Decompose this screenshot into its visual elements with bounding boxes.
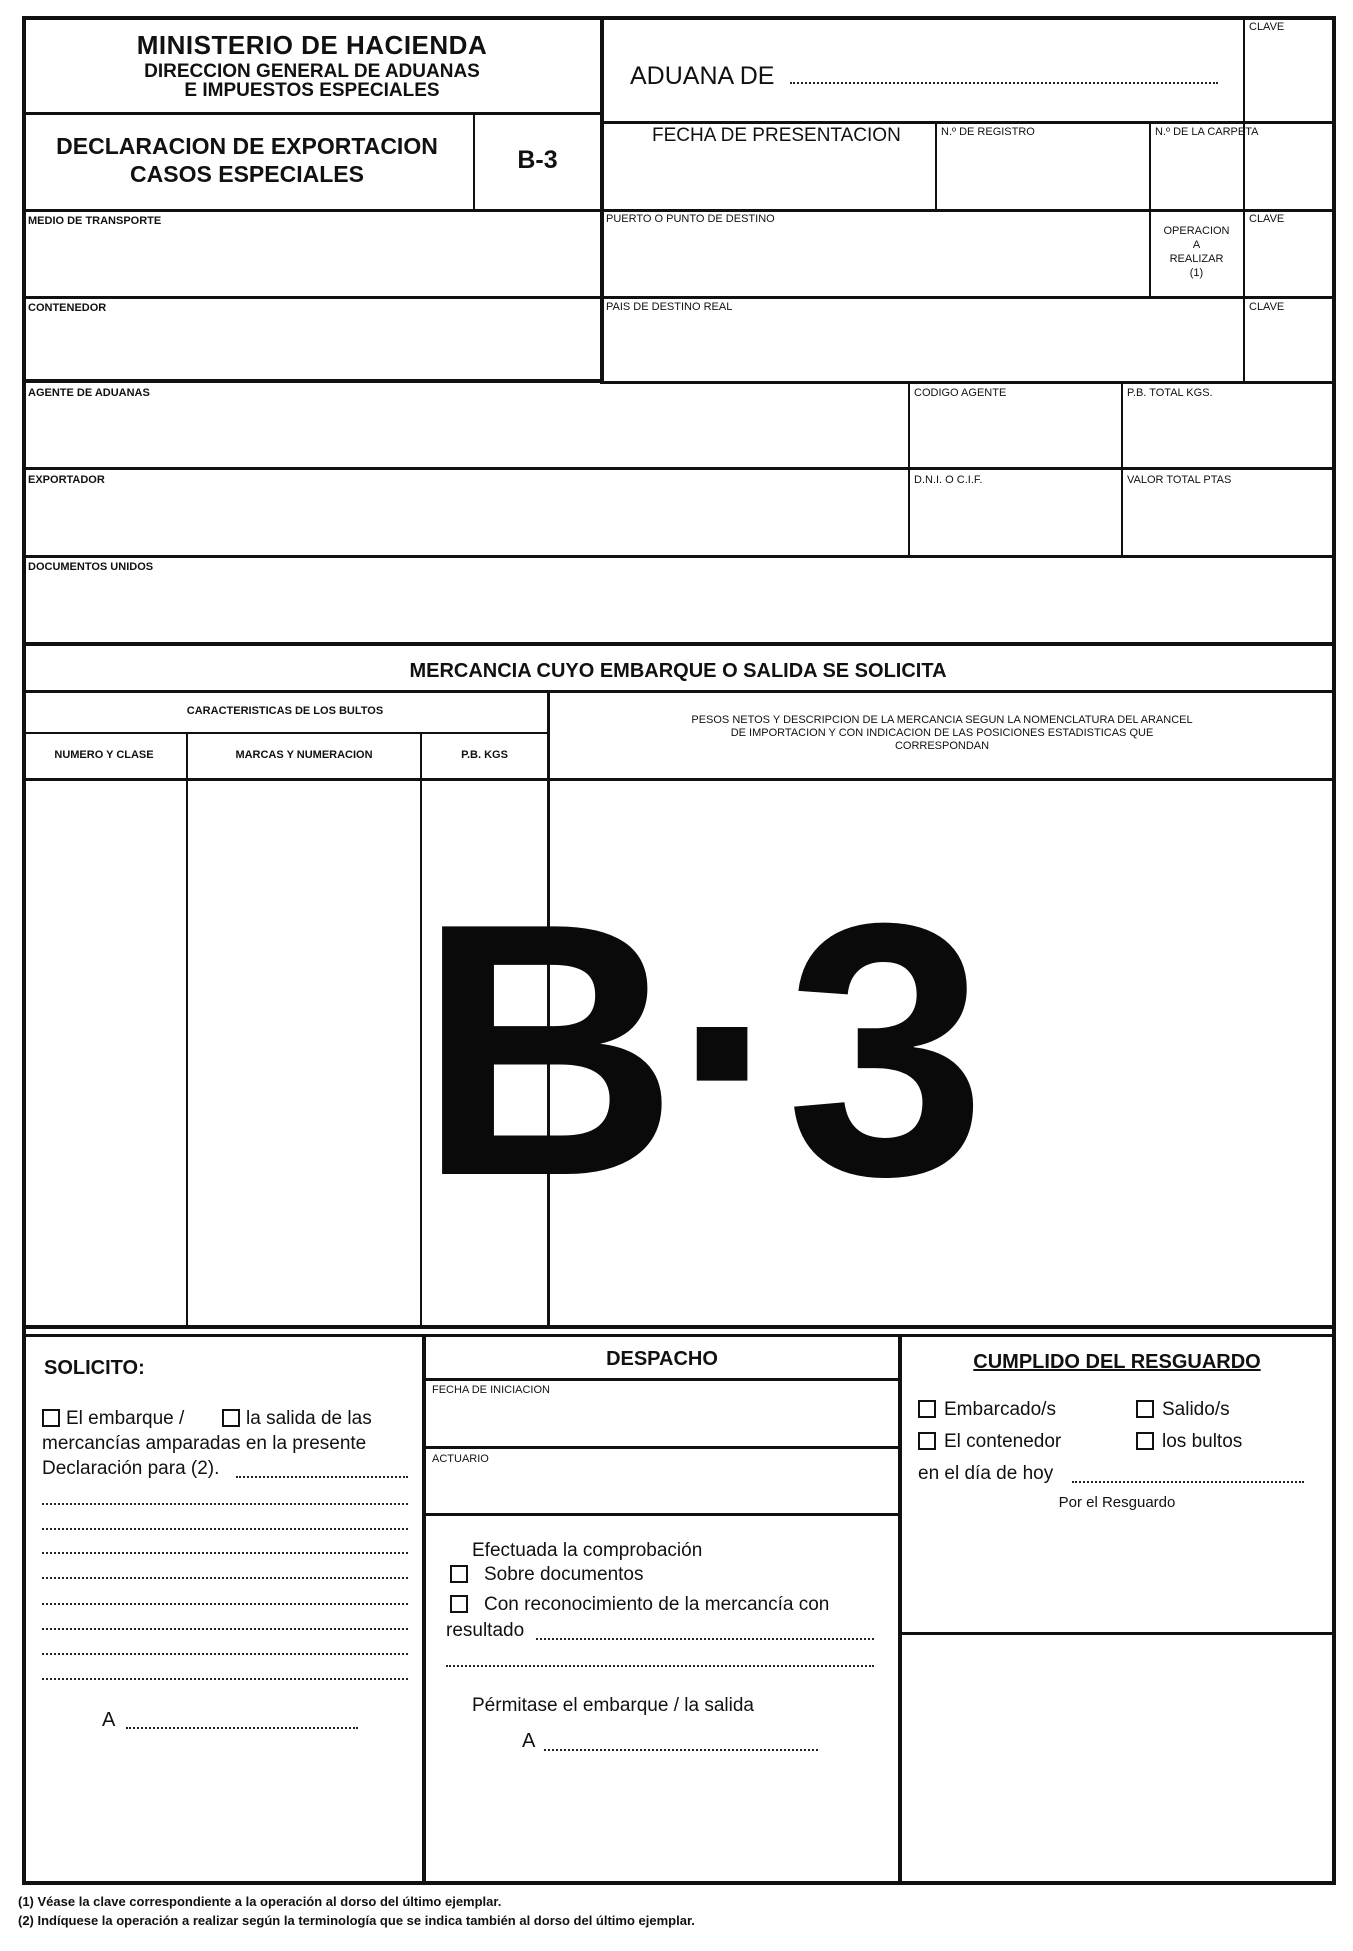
ministry-title: MINISTERIO DE HACIENDA bbox=[136, 30, 488, 60]
embarcado-checkbox[interactable] bbox=[918, 1400, 936, 1418]
con-reconocimiento-checkbox[interactable] bbox=[450, 1595, 468, 1613]
sobre-documentos-label: Sobre documentos bbox=[484, 1564, 644, 1585]
medio-transporte-label: MEDIO DE TRANSPORTE bbox=[28, 215, 162, 227]
row-line-transport bbox=[22, 209, 1334, 212]
carpeta-label: N.º DE LA CARPETA bbox=[1155, 126, 1259, 138]
operacion-label bbox=[1150, 224, 1243, 280]
header-row-line-right bbox=[600, 121, 1334, 124]
caracteristicas-label: CARACTERISTICAS DE LOS BULTOS bbox=[186, 705, 384, 717]
contenedor-checkbox[interactable] bbox=[918, 1432, 936, 1450]
solicito-line-f[interactable] bbox=[42, 1628, 408, 1630]
solicito-line-b[interactable] bbox=[42, 1528, 408, 1530]
dia-hoy-label: en el día de hoy bbox=[918, 1463, 1054, 1484]
puerto-destino-label: PUERTO O PUNTO DE DESTINO bbox=[606, 213, 775, 225]
lower-section-top bbox=[22, 1334, 1336, 1337]
fecha-iniciacion-underline bbox=[424, 1446, 900, 1449]
solicito-line-a[interactable] bbox=[42, 1503, 408, 1505]
contenedor-box-bottom bbox=[22, 379, 604, 383]
efectuada-label: Efectuada la comprobación bbox=[472, 1540, 703, 1561]
aduana-label: ADUANA DE bbox=[630, 62, 775, 90]
despacho-a-input[interactable] bbox=[544, 1749, 818, 1751]
fecha-iniciacion-label: FECHA DE INICIACION bbox=[432, 1384, 550, 1396]
descripcion-line2: DE IMPORTACION Y CON INDICACION DE LAS POSICIONES ESTADISTICAS QUE bbox=[730, 727, 1154, 739]
salido-label: Salido/s bbox=[1162, 1399, 1230, 1420]
clave-label-top: CLAVE bbox=[1249, 21, 1285, 33]
clave-label-pais: CLAVE bbox=[1249, 301, 1285, 313]
embarque-label: El embarque / bbox=[66, 1408, 185, 1429]
col-header-marcas: MARCAS Y NUMERACION bbox=[235, 749, 373, 761]
solicito-destino-input[interactable] bbox=[236, 1476, 408, 1478]
row-line-agente-right bbox=[600, 381, 1334, 384]
form-border-bottom bbox=[22, 1881, 1336, 1885]
directorate-line-2: E IMPUESTOS ESPECIALES bbox=[184, 80, 440, 101]
clave-col-divider bbox=[1243, 209, 1245, 381]
form-code-watermark: B·3 bbox=[418, 849, 981, 1251]
aduana-input-line[interactable] bbox=[790, 82, 1218, 84]
codigo-agente-label: CODIGO AGENTE bbox=[914, 387, 1007, 399]
despacho-a-label: A bbox=[522, 1730, 536, 1752]
header-row-line-left bbox=[22, 112, 602, 115]
solicito-line-d[interactable] bbox=[42, 1577, 408, 1579]
contenedor-label: CONTENEDOR bbox=[28, 302, 107, 314]
agente-label: AGENTE DE ADUANAS bbox=[28, 387, 150, 399]
embarque-checkbox[interactable] bbox=[42, 1409, 60, 1427]
bultos-label: los bultos bbox=[1162, 1431, 1243, 1452]
contenedor-label: El contenedor bbox=[944, 1431, 1062, 1452]
exportador-label: EXPORTADOR bbox=[28, 474, 105, 486]
resguardo-divider bbox=[900, 1632, 1334, 1635]
dia-hoy-input[interactable] bbox=[1072, 1481, 1304, 1483]
pb-total-label: P.B. TOTAL KGS. bbox=[1127, 387, 1213, 399]
goods-title-underline bbox=[22, 690, 1334, 693]
solicito-line-g[interactable] bbox=[42, 1653, 408, 1655]
solicito-line2: mercancías amparadas en la presente bbox=[42, 1433, 367, 1454]
solicito-a-input[interactable] bbox=[126, 1727, 358, 1729]
clave-label-operacion: CLAVE bbox=[1249, 213, 1285, 225]
resultado-input[interactable] bbox=[536, 1638, 874, 1640]
resultado-label: resultado bbox=[446, 1620, 525, 1641]
solicito-line-e[interactable] bbox=[42, 1603, 408, 1605]
carpeta-divider bbox=[1149, 121, 1151, 210]
resguardo-title: CUMPLIDO DEL RESGUARDO bbox=[973, 1351, 1261, 1373]
salida-checkbox[interactable] bbox=[222, 1409, 240, 1427]
footnote-2: (2) Indíquese la operación a realizar según la terminología que se indica también al dorso del último ejemplar. bbox=[18, 1913, 695, 1928]
salida-label: la salida de las bbox=[246, 1408, 372, 1429]
goods-section-bottom bbox=[22, 1325, 1336, 1329]
header-divider bbox=[600, 16, 604, 381]
actuario-underline bbox=[424, 1513, 900, 1516]
descripcion-line3: CORRESPONDAN bbox=[894, 740, 990, 752]
goods-header-underline bbox=[22, 778, 1334, 781]
row-line-contenedor bbox=[22, 296, 1334, 299]
solicito-line3: Declaración para (2). bbox=[42, 1458, 220, 1479]
col-header-numero: NUMERO Y CLASE bbox=[54, 749, 154, 761]
row-line-exportador bbox=[22, 467, 1334, 470]
declaration-title bbox=[22, 132, 472, 188]
permitase-label: Pérmitase el embarque / la salida bbox=[472, 1695, 754, 1716]
despacho-title-underline bbox=[424, 1378, 900, 1381]
con-reconocimiento-label: Con reconocimiento de la mercancía con bbox=[484, 1594, 830, 1615]
clave-divider bbox=[1243, 16, 1245, 210]
despacho-border-right bbox=[898, 1334, 902, 1885]
bultos-checkbox[interactable] bbox=[1136, 1432, 1154, 1450]
col-header-pb: P.B. KGS bbox=[461, 749, 508, 761]
operacion-line3: REALIZAR bbox=[1169, 253, 1224, 265]
descripcion-line1: PESOS NETOS Y DESCRIPCION DE LA MERCANCIA SEGUN LA NOMENCLATURA DEL ARANCEL bbox=[691, 714, 1193, 726]
footnote-1: (1) Véase la clave correspondiente a la operación al dorso del último ejemplar. bbox=[18, 1894, 502, 1909]
caracteristicas-underline bbox=[22, 732, 548, 734]
declaration-title-line1: DECLARACION DE EXPORTACION bbox=[56, 133, 438, 159]
form-border-top bbox=[22, 16, 1336, 20]
despacho-title: DESPACHO bbox=[606, 1348, 718, 1370]
goods-title: MERCANCIA CUYO EMBARQUE O SALIDA SE SOLICITA bbox=[409, 660, 947, 682]
solicito-line-h[interactable] bbox=[42, 1678, 408, 1680]
goods-section-top bbox=[22, 642, 1336, 646]
actuario-label: ACTUARIO bbox=[432, 1453, 489, 1465]
dni-cif-label: D.N.I. O C.I.F. bbox=[914, 474, 983, 486]
col-header-descripcion bbox=[550, 714, 1334, 753]
solicito-a-label: A bbox=[102, 1709, 116, 1731]
solicito-line-c[interactable] bbox=[42, 1552, 408, 1554]
registro-divider bbox=[935, 121, 937, 210]
documentos-label: DOCUMENTOS UNIDOS bbox=[28, 561, 154, 573]
operacion-line4: (1) bbox=[1189, 267, 1204, 279]
resultado-input-2[interactable] bbox=[446, 1665, 874, 1667]
valor-total-label: VALOR TOTAL PTAS bbox=[1127, 474, 1232, 486]
fecha-presentacion-label: FECHA DE PRESENTACION bbox=[652, 125, 901, 146]
despacho-border-left bbox=[422, 1334, 426, 1885]
row-line-documentos bbox=[22, 555, 1334, 558]
salido-checkbox[interactable] bbox=[1136, 1400, 1154, 1418]
operacion-line1: OPERACION bbox=[1163, 225, 1230, 237]
por-resguardo-label: Por el Resguardo bbox=[1058, 1494, 1176, 1511]
form-code: B-3 bbox=[517, 146, 558, 174]
pais-destino-label: PAIS DE DESTINO REAL bbox=[606, 301, 733, 313]
declaration-title-line2: CASOS ESPECIALES bbox=[130, 161, 364, 187]
directorate-line-1: DIRECCION GENERAL DE ADUANAS bbox=[144, 61, 480, 82]
solicito-title: SOLICITO: bbox=[44, 1357, 145, 1379]
registro-label: N.º DE REGISTRO bbox=[941, 126, 1035, 138]
col-divider-1 bbox=[186, 733, 188, 1325]
operacion-line2: A bbox=[1192, 239, 1201, 251]
sobre-documentos-checkbox[interactable] bbox=[450, 1565, 468, 1583]
embarcado-label: Embarcado/s bbox=[944, 1399, 1056, 1420]
